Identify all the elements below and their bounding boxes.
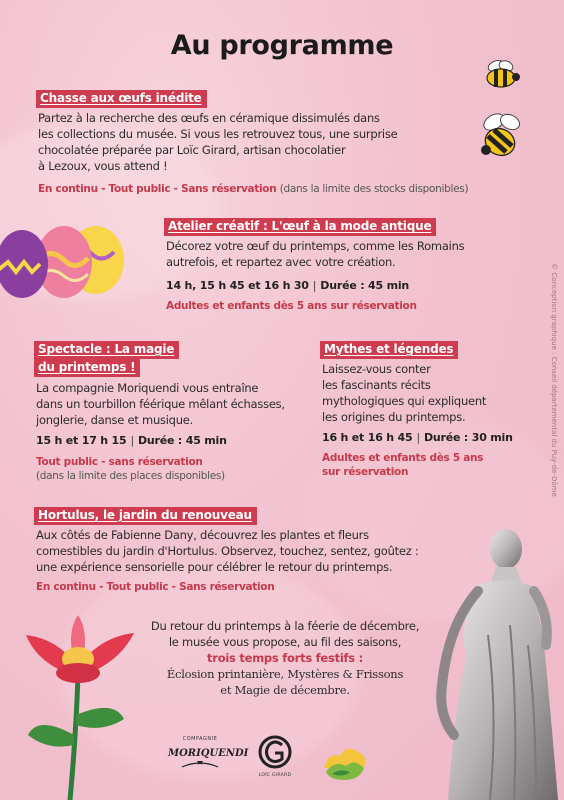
section-heading-spectacle: Spectacle : La magie [34, 341, 179, 359]
text-line: autrefois, et repartez avec votre création. [166, 255, 396, 269]
bee-icon [472, 108, 530, 164]
text-line: Laissez-vous conter [322, 362, 431, 376]
graphic-design-credit [548, 240, 560, 520]
section-schedule-atelier: 14 h, 15 h 45 et 16 h 30 | Durée : 45 min [166, 279, 410, 292]
section-meta-chasse [38, 182, 498, 196]
meta-availability: En continu - Tout public - Sans réservation [38, 183, 277, 195]
schedule-duration: Durée : 45 min [137, 434, 227, 447]
page-title: Au programme [170, 30, 394, 61]
text-line: La compagnie Moriquendi vous entraîne [36, 381, 259, 395]
section-schedule-mythes: 16 h et 16 h 45 | Durée : 30 min [322, 431, 513, 444]
section-meta-mythes [322, 451, 522, 479]
text-line: Aux côtés de Fabienne Dany, découvrez les plantes et fleurs [36, 528, 369, 542]
section-heading-atelier: Atelier créatif : L'œuf à la mode antique [164, 218, 436, 236]
meta-availability: Tout public - sans réservation [36, 456, 203, 468]
section-schedule-spectacle: 15 h et 17 h 15 | Durée : 45 min [36, 434, 227, 447]
meta-audience: Adultes et enfants dès 5 ans [322, 452, 484, 464]
section-heading-chasse: Chasse aux œufs inédite [36, 90, 207, 108]
bee-icon [478, 58, 524, 92]
text-line: les fascinants récits [322, 378, 431, 392]
text-line: jonglerie, danse et musique. [36, 413, 193, 427]
easter-eggs-illustration [0, 218, 140, 302]
text-line: chocolatée préparée par Loïc Girard, artisan chocolatier [38, 143, 346, 157]
closing-line: et Magie de décembre. [220, 683, 350, 697]
closing-highlight: trois temps forts festifs : [207, 651, 363, 665]
meta-note: (dans la limite des stocks disponibles) [279, 183, 469, 195]
section-meta-atelier: Adultes et enfants dès 5 ans sur réservation [166, 300, 417, 312]
section-heading-spectacle-line2: du printemps ! [34, 359, 140, 377]
section-text-chasse [38, 110, 478, 174]
schedule-times: 14 h, 15 h 45 et 16 h 30 [166, 279, 309, 292]
meta-booking: sur réservation [322, 466, 409, 478]
loic-girard-logo: LOÏC GIRARD [252, 733, 298, 789]
text-line: Partez à la recherche des œufs en céramique dissimulés dans [38, 111, 380, 125]
credit-text: © Conception graphique : Conseil départemental du Puy-de-Dôme [550, 263, 558, 497]
meta-note: (dans la limite des places disponibles) [36, 470, 225, 482]
closing-paragraph [120, 618, 450, 698]
text-line: les origines du printemps. [322, 410, 466, 424]
schedule-times: 15 h et 17 h 15 [36, 434, 127, 447]
closing-line: le musée vous propose, au fil des saisons, [168, 635, 402, 649]
text-line: les collections du musée. Si vous les retrouvez tous, une surprise [38, 127, 398, 141]
section-text-spectacle [36, 380, 296, 428]
text-line: à Lezoux, vous attend ! [38, 159, 168, 173]
text-line: Décorez votre œuf du printemps, comme les Romains [166, 239, 465, 253]
moriquendi-logo: COMPAGNIE MORIQUENDI [168, 736, 232, 786]
text-line: mythologiques qui expliquent [322, 394, 487, 408]
section-text-atelier [166, 238, 486, 270]
text-line: comestibles du jardin d'Hortulus. Observez, touchez, sentez, goûtez : [36, 544, 419, 558]
schedule-times: 16 h et 16 h 45 [322, 431, 413, 444]
section-heading-hortulus: Hortulus, le jardin du renouveau [34, 507, 257, 525]
department-logo [320, 738, 370, 784]
closing-line: Éclosion printanière, Mystères & Frissons [166, 667, 404, 681]
text-line: dans un tourbillon féérique mêlant échasses, [36, 397, 285, 411]
schedule-duration: Durée : 45 min [320, 279, 410, 292]
text-line: une expérience sensorielle pour célébrer le retour du printemps. [36, 560, 393, 574]
section-heading-mythes: Mythes et légendes [320, 341, 458, 359]
section-text-mythes [322, 361, 522, 425]
section-meta-spectacle [36, 455, 296, 483]
section-meta-hortulus: En continu - Tout public - Sans réservation [36, 581, 275, 593]
schedule-duration: Durée : 30 min [423, 431, 513, 444]
closing-line: Du retour du printemps à la féerie de décembre, [150, 619, 420, 633]
